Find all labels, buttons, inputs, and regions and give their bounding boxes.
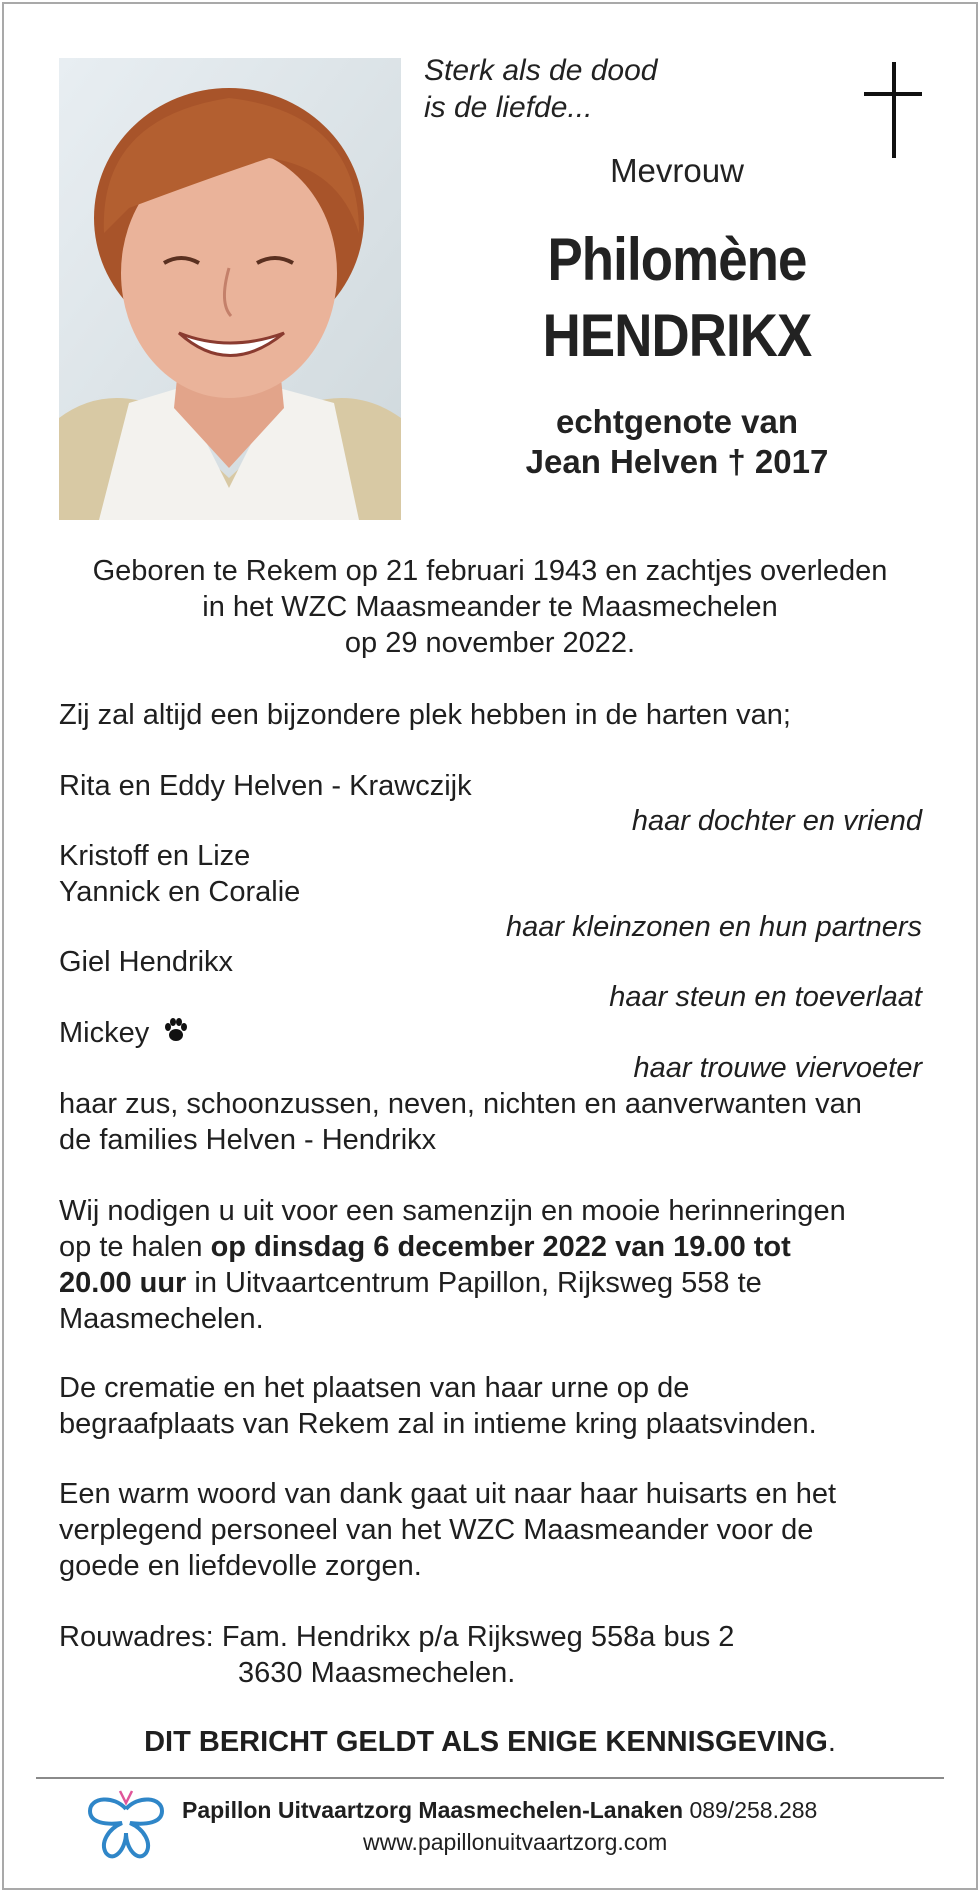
closing-period: . <box>827 1726 836 1758</box>
family-3-relation: haar trouwe viervoeter <box>633 1052 922 1084</box>
cross-icon <box>864 62 922 158</box>
family-1-relation: haar kleinzonen en hun partners <box>506 911 922 943</box>
footer-website[interactable]: www.papillonuitvaartzorg.com <box>363 1829 668 1855</box>
invitation-line-2 <box>59 1229 929 1265</box>
family-0-relation: haar dochter en vriend <box>631 805 922 837</box>
salutation: Mevrouw <box>610 152 744 189</box>
thanks-line-3: goede en liefdevolle zorgen. <box>59 1550 422 1582</box>
address-line-1 <box>59 1619 929 1655</box>
family-1-name-b: Yannick en Coralie <box>59 876 301 908</box>
cremation-line-2: begraafplaats van Rekem zal in intieme kring plaatsvinden. <box>59 1408 817 1440</box>
footer-company-line <box>182 1797 817 1824</box>
quote-line-2: is de liefde... <box>424 91 593 124</box>
invitation-date: op dinsdag 6 december 2022 van 19.00 tot <box>210 1231 791 1263</box>
portrait-photo <box>59 58 401 520</box>
spouse-info <box>426 402 928 482</box>
thanks-line-1: Een warm woord van dank gaat uit naar haar huisarts en het <box>59 1478 837 1510</box>
spouse-line-2: Jean Helven † 2017 <box>525 443 829 480</box>
family-3-name: Mickey <box>59 1017 150 1049</box>
family-2-name: Giel Hendrikx <box>59 946 234 978</box>
footer-phone: 089/258.288 <box>689 1797 818 1823</box>
birth-death-line-1: Geboren te Rekem op 21 februari 1943 en zachtjes overleden <box>92 555 888 587</box>
invitation-line-3 <box>59 1265 929 1301</box>
quote <box>424 52 657 126</box>
footer-company: Papillon Uitvaartzorg Maasmechelen-Lanaken <box>182 1797 684 1823</box>
quote-line-1: Sterk als de dood <box>424 54 658 87</box>
family-2-relation: haar steun en toeverlaat <box>609 981 922 1013</box>
footer-divider <box>36 1777 944 1779</box>
relatives-line-1: haar zus, schoonzussen, neven, nichten en aanverwanten van <box>59 1088 862 1120</box>
address-label: Rouwadres: <box>59 1621 214 1653</box>
birth-death-line-2: in het WZC Maasmeander te Maasmechelen <box>202 591 778 623</box>
invitation-location: in Uitvaartcentrum Papillon, Rijksweg 558 te <box>186 1267 762 1299</box>
family-1-name-a: Kristoff en Lize <box>59 840 251 872</box>
deceased-name <box>456 222 898 374</box>
invitation-line-1: Wij nodigen u uit voor een samenzijn en mooie herinneringen <box>59 1195 846 1227</box>
spouse-line-1: echtgenote van <box>555 403 799 440</box>
thanks-line-2: verplegend personeel van het WZC Maasmeander voor de <box>59 1514 814 1546</box>
invitation-line-4: Maasmechelen. <box>59 1303 264 1335</box>
intro-text: Zij zal altijd een bijzondere plek hebben in de harten van; <box>59 699 791 731</box>
invitation-time: 20.00 uur <box>59 1267 187 1299</box>
condolence-address <box>59 1619 929 1691</box>
birth-death-text <box>50 553 930 661</box>
address-street: Fam. Hendrikx p/a Rijksweg 558a bus 2 <box>221 1621 735 1653</box>
family-3 <box>59 1015 189 1052</box>
last-name: HENDRIKX <box>542 302 812 369</box>
family-0-name: Rita en Eddy Helven - Krawczijk <box>59 770 472 802</box>
relatives-text <box>59 1086 929 1158</box>
closing-text: DIT BERICHT GELDT ALS ENIGE KENNISGEVING <box>144 1726 828 1758</box>
first-name: Philomène <box>547 226 807 293</box>
birth-death-line-3: op 29 november 2022. <box>344 627 636 659</box>
closing-statement <box>50 1726 930 1759</box>
invitation-line-2-plain: op te halen <box>59 1231 211 1263</box>
cremation-text <box>59 1370 929 1442</box>
cremation-line-1: De crematie en het plaatsen van haar urne op de <box>59 1372 690 1404</box>
address-city: 3630 Maasmechelen. <box>238 1657 516 1689</box>
invitation-text <box>59 1193 929 1337</box>
butterfly-logo-icon <box>86 1787 166 1863</box>
paw-icon <box>163 1016 189 1052</box>
relatives-line-2: de families Helven - Hendrikx <box>59 1124 437 1156</box>
thanks-text <box>59 1476 929 1584</box>
